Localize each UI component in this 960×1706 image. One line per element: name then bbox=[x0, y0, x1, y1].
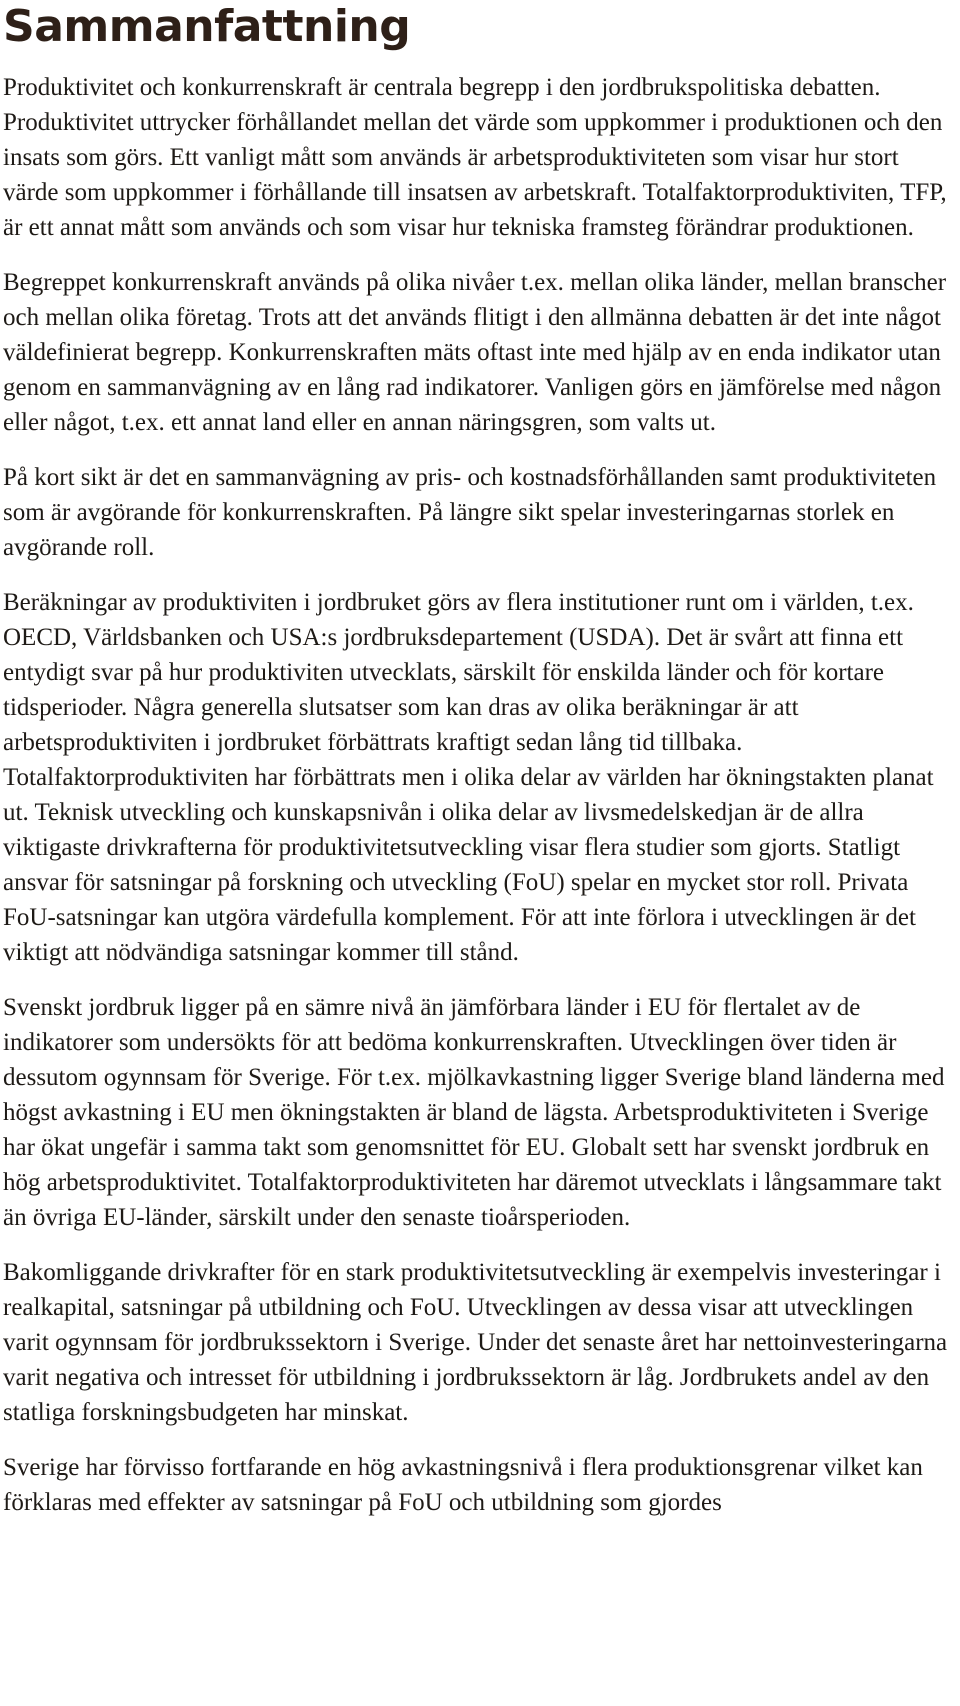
document-page bbox=[3, 0, 958, 1540]
paragraph-5: Svenskt jordbruk ligger på en sämre nivå än jämförbara länder i EU för flertalet av de indikatorer som undersökts för att bedöma konkurrenskraften. Utvecklingen över tiden är dessutom ogynnsam för Sverige. För t.ex. mjölkavkastning ligger Sverige bland länderna med högst avkastning i EU men ökningstakten är bland de lägsta. Arbetsproduktiviteten i Sverige har ökat ungefär i samma takt som genomsnittet för EU. Globalt sett har svenskt jordbruk en hög arbetsproduktivitet. Totalfaktorproduktiviteten har däremot utvecklats i långsammare takt än övriga EU-länder, särskilt under den senaste tioårsperioden. bbox=[3, 994, 945, 1231]
summary-body bbox=[3, 70, 958, 1520]
paragraph-1: Produktivitet och konkurrenskraft är centrala begrepp i den jordbrukspolitiska debatten. Produktivitet uttrycker förhållandet mellan det värde som uppkommer i produktionen och den insats som görs. Ett vanligt mått som används är arbetsproduktiviteten som visar hur stort värde som uppkommer i förhållande till insatsen av arbetskraft. Totalfaktorproduktiviten, TFP, är ett annat mått som används och som visar hur tekniska framsteg förändrar produktionen. bbox=[3, 74, 947, 241]
paragraph-2: Begreppet konkurrenskraft används på olika nivåer t.ex. mellan olika länder, mellan branscher och mellan olika företag. Trots att det används flitigt i den allmänna debatten är det inte något väldefinierat begrepp. Konkurrenskraften mäts oftast inte med hjälp av en enda indikator utan genom en sammanvägning av en lång rad indikatorer. Vanligen görs en jämförelse med någon eller något, t.ex. ett annat land eller en annan näringsgren, som valts ut. bbox=[3, 269, 947, 436]
paragraph-4: Beräkningar av produktiviten i jordbruket görs av flera institutioner runt om i världen, t.ex. OECD, Världsbanken och USA:s jordbruksdepartement (USDA). Det är svårt att finna ett entydigt svar på hur produktiviten utvecklats, särskilt för enskilda länder och för kortare tidsperioder. Några generella slutsatser som kan dras av olika beräkningar är att arbetsproduktiviten i jordbruket förbättrats kraftigt sedan lång tid tillbaka. Totalfaktorproduktiviten har förbättrats men i olika delar av världen har ökningstakten planat ut. Teknisk utveckling och kunskapsnivån i olika delar av livsmedelskedjan är de allra viktigaste drivkrafterna för produktivitetsutveckling visar flera studier som gjorts. Statligt ansvar för satsningar på forskning och utveckling (FoU) spelar en mycket stor roll. Privata FoU-satsningar kan utgöra värdefulla komplement. För att inte förlora i utvecklingen är det viktigt att nödvändiga satsningar kommer till stånd. bbox=[3, 589, 934, 966]
page-title: Sammanfattning bbox=[3, 1, 411, 52]
paragraph-7: Sverige har förvisso fortfarande en hög avkastningsnivå i flera produktionsgrenar vilket kan förklaras med effekter av satsningar på FoU och utbildning som gjordes bbox=[3, 1454, 923, 1516]
paragraph-6: Bakomliggande drivkrafter för en stark produktivitetsutveckling är exempelvis investeringar i realkapital, satsningar på utbildning och FoU. Utvecklingen av dessa visar att utvecklingen varit ogynnsam för jordbrukssektorn i Sverige. Under det senaste året har nettoinvesteringarna varit negativa och intresset för utbildning i jordbrukssektorn är låg. Jordbrukets andel av den statliga forskningsbudgeten har minskat. bbox=[3, 1259, 948, 1426]
paragraph-3: På kort sikt är det en sammanvägning av pris- och kostnadsförhållanden samt produktiviteten som är avgörande för konkurrenskraften. På längre sikt spelar investeringarnas storlek en avgörande roll. bbox=[3, 464, 937, 561]
